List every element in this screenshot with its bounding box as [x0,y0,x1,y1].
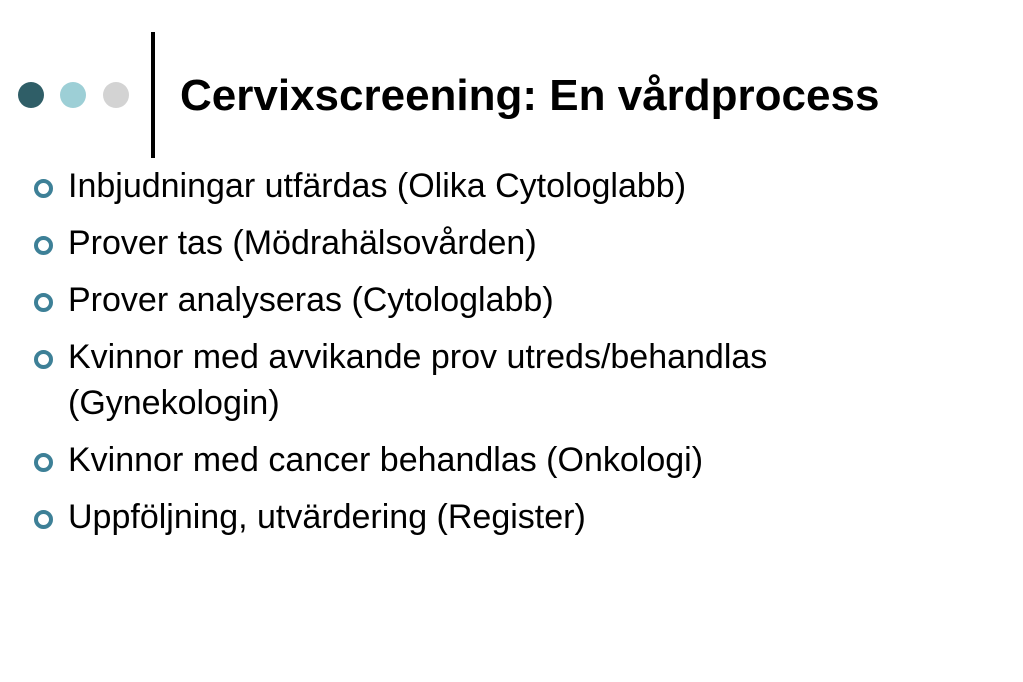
bullet-list [0,163,1023,551]
bullet-ring-icon [34,236,53,255]
bullet-ring-icon [34,453,53,472]
decor-dot-dark [18,82,44,108]
bullet-item [0,334,928,426]
bullet-item [0,163,928,209]
title-divider [151,32,155,158]
decor-dot-light-teal [60,82,86,108]
bullet-item [0,220,928,266]
bullet-text: Prover tas (Mödrahälsovården) [68,224,537,262]
slide-title: Cervixscreening: En vårdprocess [180,71,880,120]
bullet-ring-icon [34,179,53,198]
bullet-ring-icon [34,350,53,369]
bullet-ring-icon [34,293,53,312]
bullet-item [0,277,928,323]
bullet-text: Kvinnor med cancer behandlas (Onkologi) [68,441,704,479]
bullet-item [0,494,928,540]
bullet-item [0,437,928,483]
bullet-text: Prover analyseras (Cytologlabb) [68,281,554,319]
bullet-ring-icon [34,510,53,529]
bullet-text: Uppföljning, utvärdering (Register) [68,498,586,536]
bullet-text: Kvinnor med avvikande prov utreds/behandlas (Gynekologin) [68,338,768,422]
decor-dot-gray [103,82,129,108]
bullet-text: Inbjudningar utfärdas (Olika Cytologlabb) [68,167,687,205]
